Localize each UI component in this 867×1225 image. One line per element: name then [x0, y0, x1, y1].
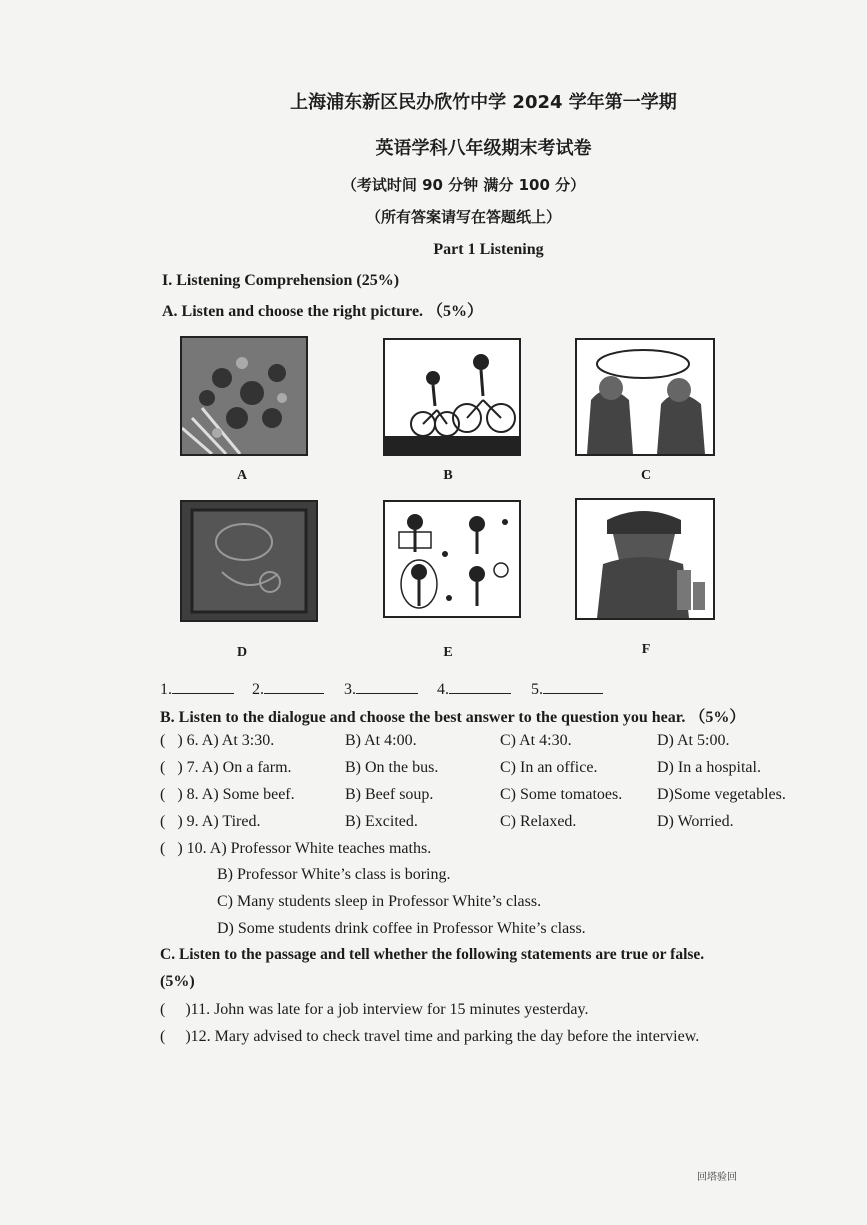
statement-12 — [160, 1028, 699, 1046]
question-7 — [160, 759, 292, 777]
answer-note: （所有答案请写在答题纸上） — [365, 208, 561, 226]
option-a: ) 10. A) Professor White teaches maths. — [177, 840, 432, 857]
picture-label: D — [236, 645, 248, 660]
section-heading: I. Listening Comprehension (25%) — [162, 272, 400, 289]
picture-b — [383, 338, 521, 456]
option-c: C) Many students sleep in Professor White’s class. — [217, 893, 542, 910]
section-a-title: A. Listen and choose the right picture. （5%） — [162, 303, 484, 320]
answer-blank-1 — [160, 679, 234, 699]
option-b: B) At 4:00. — [345, 732, 417, 749]
blank-line — [356, 679, 418, 694]
blank-number: 4. — [437, 681, 449, 698]
option-d: D) In a hospital. — [657, 759, 761, 776]
statement-text: )11. John was late for a job interview for 15 minutes yesterday. — [185, 1001, 589, 1018]
question-9 — [160, 813, 260, 831]
option-b: B) On the bus. — [345, 759, 439, 776]
option-a: ) 6. A) At 3:30. — [177, 732, 275, 749]
blank-number: 5. — [531, 681, 543, 698]
city-scene-icon — [577, 500, 713, 618]
blank-line — [449, 679, 511, 694]
blank-number: 2. — [252, 681, 264, 698]
answer-paren: ( — [160, 786, 166, 803]
crowd-photo-icon — [182, 338, 306, 454]
blank-line — [264, 679, 324, 694]
blank-number: 3. — [344, 681, 356, 698]
answer-paren: ( — [160, 813, 166, 830]
qr-code-label: 回塔验回 — [697, 1172, 737, 1183]
answer-blank-4 — [437, 679, 511, 699]
option-a: ) 7. A) On a farm. — [177, 759, 292, 776]
answer-paren: ( — [160, 1028, 166, 1045]
answer-paren: ( — [160, 759, 166, 776]
question-10 — [160, 840, 431, 858]
time-note: （考试时间 90 分钟 满分 100 分） — [341, 176, 586, 194]
question-6 — [160, 732, 274, 750]
answer-blank-5 — [531, 679, 603, 699]
question-8 — [160, 786, 295, 804]
option-b: B) Professor White’s class is boring. — [217, 866, 451, 883]
option-b: B) Beef soup. — [345, 786, 434, 803]
picture-label: F — [641, 642, 651, 657]
section-c-title: C. Listen to the passage and tell whether the following statements are true or false. — [160, 946, 705, 963]
option-b: B) Excited. — [345, 813, 418, 830]
picture-c — [575, 338, 715, 456]
answer-blank-3 — [344, 679, 418, 699]
blank-line — [172, 679, 234, 694]
picture-label: B — [443, 468, 453, 483]
option-d: D) Some students drink coffee in Professor White’s class. — [217, 920, 586, 937]
section-c-percent: (5%) — [160, 973, 195, 990]
exam-title: 英语学科八年级期末考试卷 — [375, 138, 592, 159]
picture-f — [575, 498, 715, 620]
option-c: C) In an office. — [500, 759, 598, 776]
dark-scene-icon — [182, 502, 316, 620]
picture-label: C — [640, 468, 652, 483]
picture-label: A — [236, 468, 248, 483]
statement-11 — [160, 1001, 588, 1019]
part-title: Part 1 Listening — [433, 241, 544, 258]
picture-d — [180, 500, 318, 622]
school-title: 上海浦东新区民办欣竹中学 2024 学年第一学期 — [290, 92, 677, 113]
option-a: ) 9. A) Tired. — [177, 813, 261, 830]
option-a: ) 8. A) Some beef. — [177, 786, 295, 803]
answer-paren: ( — [160, 840, 166, 857]
answer-paren: ( — [160, 732, 166, 749]
option-c: C) At 4:30. — [500, 732, 572, 749]
option-d: D)Some vegetables. — [657, 786, 786, 803]
statement-text: )12. Mary advised to check travel time and parking the day before the interview. — [185, 1028, 700, 1045]
section-b-title: B. Listen to the dialogue and choose the best answer to the question you hear. （5%） — [160, 709, 746, 726]
blank-line — [543, 679, 603, 694]
cyclists-icon — [385, 340, 519, 454]
answer-paren: ( — [160, 1001, 166, 1018]
blank-number: 1. — [160, 681, 172, 698]
picture-e — [383, 500, 521, 618]
picture-a — [180, 336, 308, 456]
option-d: D) At 5:00. — [657, 732, 730, 749]
picture-label: E — [443, 645, 453, 660]
option-d: D) Worried. — [657, 813, 734, 830]
people-talking-icon — [577, 340, 713, 454]
option-c: C) Relaxed. — [500, 813, 577, 830]
children-playing-icon — [385, 502, 519, 616]
answer-blank-2 — [252, 679, 324, 699]
option-c: C) Some tomatoes. — [500, 786, 623, 803]
